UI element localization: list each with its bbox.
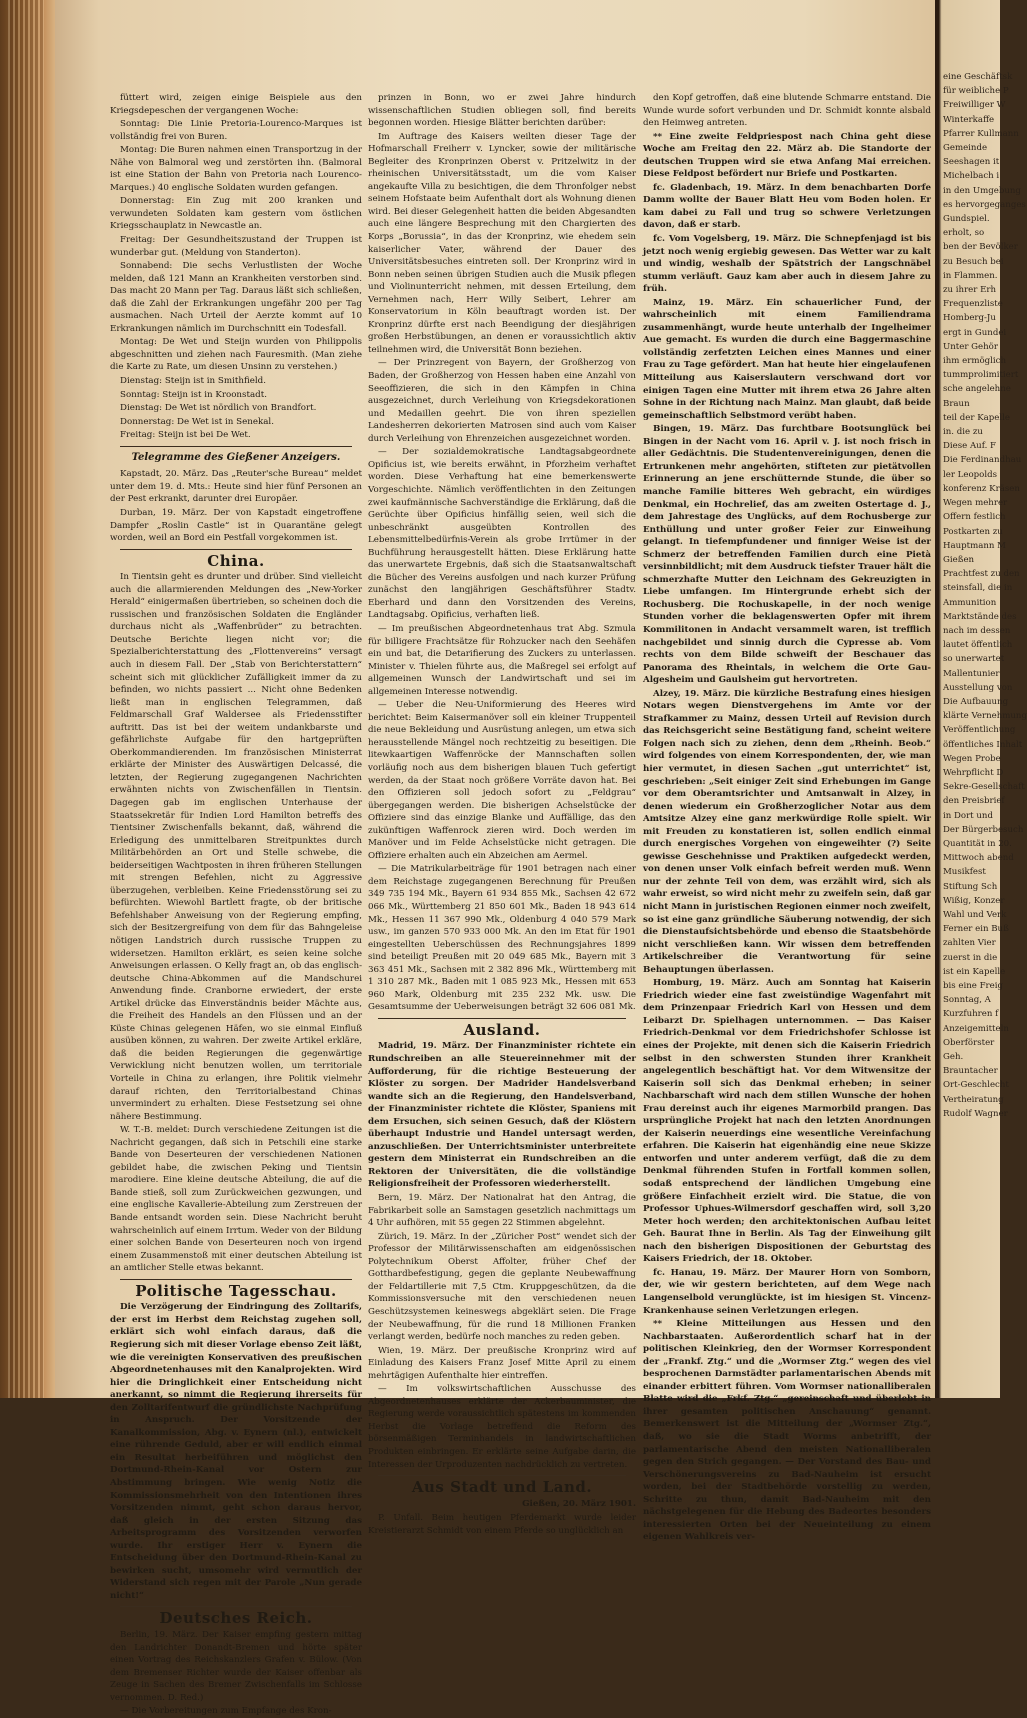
edge-line: Geh.: [943, 1052, 964, 1063]
war-report-intro: füttert wird, zeigen einige Beispiele aus den Kriegsdepeschen der vergangenen Woche:: [110, 93, 362, 116]
spine-texture: [8, 0, 44, 1398]
edge-line: so unerwartet: [943, 654, 1005, 665]
edge-line: Brauntacher: [943, 1066, 998, 1077]
edge-line: Ausstellung von: [943, 682, 1013, 693]
telegram-durban: Durban, 19. März. Der von Kapstadt eingetroffene Dampfer „Roslin Castle“ ist in Quarantäne gelegt worden, weil an Bord ein Pestfall vorgekommen ist.: [110, 507, 362, 544]
edge-line: klärte Vernehmung: [943, 711, 1027, 722]
edge-line: Frequenzliste: [943, 299, 1003, 310]
edge-line: zuerst in die: [943, 952, 998, 963]
list-item: Dienstag: De Wet ist nördlich von Brandfort.: [120, 403, 317, 414]
edge-line: erholt, so: [943, 228, 985, 239]
edge-line: eine Geschäftsk: [943, 72, 1013, 82]
war-report-thursday: Donnerstag: Ein Zug mit 200 kranken und verwundeten Soldaten kam gestern vom östlichen Kriegsschauplatz in Newcastle an.: [110, 196, 362, 232]
uniform-article: — Ueber die Neu-Uniformierung des Heeres wird berichtet: Beim Kaisermanöver soll ein kleiner Truppenteil die neue Bekleidung und Ausrüstung anlegen, um etwa sich herausstellende Mängel noch rechtzeitig zu beseitigen. Die litewkaartigen Waffenröcke der Mannschaften sollen vorläufig noch aus dem bisherigen blauen Tuch gefertigt werden, da der Staat noch größere Vorräte davon hat. Bei den Offizieren soll jedoch sofort zu „Feldgrau“ übergegangen werden. Die bisherigen Achselstücke der Offiziere sind das einzige Blanke und Auffällige, das den zukünftigen Waffenrock zieren wird. Doch werden im Manöver und im Felde Achselstücke nicht getragen. Die Offiziere erhalten auch ein Abzeichen am Aermel.: [368, 700, 636, 861]
edge-line: ler Leopolds: [943, 469, 997, 480]
edge-line: Oberförster: [943, 1037, 995, 1048]
edge-line: tummprolimitiert: [943, 370, 1019, 381]
column-2: [368, 92, 636, 1536]
edge-line: zu ihrer Erh: [943, 285, 997, 296]
ausland-wien: Wien, 19. März. Der preußische Kronprinz wird auf Einladung des Kaisers Franz Josef Mitte April zu einem mehrtägigen Aufenthalte hier eintreffen.: [368, 1345, 636, 1381]
edge-line: Musikfest: [943, 867, 986, 878]
divider: [120, 549, 352, 550]
divider: [120, 1279, 352, 1280]
war-report-monday-2: Montag: De Wet und Steijn wurden von Philippolis abgeschnitten und ziehen nach Fauresmith. (Man ziehe die Karte zu Rate, um diesen Unsinn zu verstehen.): [110, 337, 362, 373]
divider: [378, 1018, 626, 1019]
edge-line: Hauptmann M: [943, 540, 1006, 551]
next-page-text: [943, 70, 1027, 1121]
edge-line: Veröffentlichung: [943, 725, 1016, 736]
edge-line: nach im dessen: [943, 625, 1011, 636]
edge-line: Seeshagen it: [943, 157, 1000, 168]
local-mainz: Mainz, 19. März. Ein schauerlicher Fund, der wahrscheinlich mit einem Familiendrama zusammenhängt, wurde heute unterhalb der Ingelheimer Aue gemacht. Es wurden die durch eine Baggermaschine vollständig zerfetzten Leichen eines Mannes und einer Frau zu Tage gefördert. Man hat heute hier eingelaufenen Mitteilung aus Kaiserslautern verschwand dort vor einigen Tagen eine Mutter mit ihrem etwa 26 Jahre alten Sohne in der Richtung nach Mainz. Man glaubt, daß beide gemeinschaftlich Selbstmord verübt haben.: [643, 297, 931, 421]
edge-line: Wißig, Konzer: [943, 895, 1005, 906]
edge-line: Marktstände des: [943, 611, 1017, 622]
edge-line: für weibliche P: [943, 86, 1009, 97]
edge-line: Ammunition: [943, 597, 997, 608]
telegram-heading: Telegramme des Gießener Anzeigers.: [131, 451, 341, 463]
book-binding: [0, 0, 55, 1398]
column-3: [643, 92, 931, 1543]
edge-line: Postkarten zu: [943, 526, 1003, 537]
edge-line: ihm ermöglich: [943, 356, 1007, 367]
edge-line: Mittwoch abend: [943, 853, 1014, 864]
edge-line: Unter Gehör: [943, 341, 998, 352]
edge-line: in. die zu: [943, 427, 983, 438]
edge-line: Wehrpflicht D: [943, 767, 1004, 778]
opificius-article: — Der sozialdemokratische Landtagsabgeordnete Opificius ist, wie bereits erwähnt, in Pforzheim verhaftet worden. Diese Verhaftung hat eine bemerkenswerte Vorgeschichte. Nämlich veröffentlichten in den Zeitungen zwei kaufmännische Sachverständige die Erklärung, daß die Gerüchte über Opificius hinfällig seien, weil sich die unbeschränkt ausgeübten Kontrollen des Lebensmittelbedürfnis-Verein als grobe Irrtümer in der Buchführung herausgestellt hätten. Diese Erklärung hatte das unerwartete Ergebnis, daß sich die Staatsanwaltschaft die Bücher des Vereins ausfolgen und nach kurzer Prüfung zunächst den langjährigen Geschäftsführer Stadtv. Eberhard und dann den Vorsitzenden des Vereins, Landtagsabg. Opificius, verhaften ließ.: [368, 447, 636, 621]
list-item: Dienstag: Steijn ist in Smithfield.: [120, 376, 266, 387]
telegram-capetown: Kapstadt, 20. März. Das „Reuter'sche Bureau“ meldet unter dem 19. d. Mts.: Heute sind hier fünf Personen an der Pest erkrankt, darunter drei Europäer.: [110, 469, 362, 505]
list-item: Sonntag: Steijn ist in Kroonstadt.: [120, 389, 267, 400]
edge-line: Ort-Geschlecht: [943, 1080, 1009, 1091]
politics-article: Die Verzögerung der Eindringung des Zolltarifs, der erst im Herbst dem Reichstag zugehen soll, erklärt sich wohl einfach daraus, daß die Regierung sich mit dieser Vorlage ebenso Zeit läßt, wie die vereinigten Konservativen des preußischen Abgeordnetenhauses mit den Kanalprojekten. Wird hier die Dringlichkeit einer Entscheidung nicht anerkannt, so nimmt die Regierung ihrerseits für den Zolltarifentwurf die gründlichste Nachprüfung in Anspruch. Der Vorsitzende der Kanalkommission, Abg. v. Eynern (nl.), entwickelt eine rührende Geduld, aber er will endlich einmal ein Resultat herbeiführen und möglichst den Dortmund-Rhein-Kanal vor Ostern zur Abstimmung bringen. Wie wenig Notiz die Kommissionsmehrheit von den Intentionen ihres Vorsitzenden nimmt, geht schon daraus hervor, daß gleich in der ersten Sitzung das Arbeitsprogramm des Vorsitzenden verworfen wurde. Ihr erstiger Herr v. Eynern die Entscheidung über den Dortmund-Rhein-Kanal zu bewirken sucht, umsomehr wird vermutlich der Widerstand sich regen mit der Parole „Nun gerade nicht!“: [110, 1302, 362, 1601]
war-report-monday: Montag: Die Buren nahmen einen Transportzug in der Nähe von Balmoral weg und zerstörten ihn. (Balmoral ist eine Station der Bahn von Pretoria nach Lourenco-Marques.) 40 englische Soldaten wurden gefangen.: [110, 145, 362, 193]
edge-line: Die Aufbauung: [943, 696, 1009, 707]
local-alzey: Alzey, 19. März. Die kürzliche Bestrafung eines hiesigen Notars wegen Dienstvergehens im Amte vor der Strafkammer zu Mainz, dessen Urteil auf Revision durch das Reichsgericht seine Bestätigung fand, scheint weitere Folgen nach sich zu ziehen, denn dem „Rheinh. Beob.“ wird folgendes von einem Korrespondenten, der, wie man hier vermutet, in diesen Sachen „gut unterrichtet“ ist, geschrieben: „Seit einiger Zeit sind Erhebungen im Gange vor dem Oberamtsrichter und Amtsanwalt in Alzey, in denen wiederum ein Großherzoglicher Notar aus dem Amtsitze Alzey eine ganz merkwürdige Rolle spielt. Wir mit Freuden zu konstatieren ist, sollen endlich einmal durch energisches Vorgehen von eingeweihter (?) Seite gewisse Geschehnisse und Praktiken aufgedeckt werden, von denen unser Volk einfach befreit werden muß. Wenn nur der zehnte Teil von dem, was erzählt wird, sich als wahr erweist, so wird nicht mehr zu zweifeln sein, daß gar nicht Mann in juristischen Regionen einmer noch zweifelt, so ist eine ganz gründliche Säuberung notwendig, der sich die Dienstaufsichtsbehörde und ebenso die Staatsbehörde nicht verschließen kann. Wir wissen dem betreffenden Artikelschreiber die Verantwortung für seine Behauptungen überlassen.: [643, 688, 931, 975]
edge-line: Prachtfest zu den: [943, 569, 1020, 580]
edge-line: Anzeigemitteln: [943, 1023, 1009, 1034]
local-kleine-mitteilungen: ** Kleine Mitteilungen aus Hessen und den Nachbarstaaten. Außerordentlich scharf hat in der politischen Kleinkrieg, den der Wormser Korrespondent der „Frankf. Ztg.“ und die „Wormser Ztg.“ wegen des viel besprochenen Darmstädter parlamentarischen Abends mit einander erbittert führen. Vom Wormser nationalliberalen Blatte wird die „Frkf. Ztg.“ „gereinschaft und überlebt in ihrer gesamten politischen Anschauung“ genannt. Bemerkenswert ist die Mitteilung der „Wormser Ztg.“, daß, wo sie die Stadt Worms anbetrifft, der parlamentarische Abend den meisten Nationalliberalen gegen den Strich gegangen. — Der Vorstand des Bau- und Verschönerungsvereins zu Bad-Nauheim ist ersucht worden, bei der Stadtbehörde vorstellig zu werden, Schritte zu thun, damit Bad-Nauheim mit den nächstgelegenen für die Hebung des Badeortes besonders interessierten Orten bei der Neueinteilung zu einem eigenen Wahlkreis ver-: [643, 1319, 931, 1543]
edge-line: konferenz Kräsen: [943, 483, 1020, 494]
crown-prince-article: prinzen in Bonn, wo er zwei Jahre hindurch wissenschaftlichen Studien obliegen soll, find bereits begonnen worden. Hiesige Blätter berichten darüber:: [368, 93, 636, 129]
edge-line: lautet öffentlich: [943, 640, 1013, 651]
ausland-austria: — Im volkswirtschaftlichen Ausschusse des Abgeordnetenhauses erklärte der Ackerbauminister, die Regierung werde voraussichtlich spätestens im kommenden Herbst die Vorlage betreffend die Reform des börsenmäßigen Terminhandels in landwirtschaftlichen Produkten einbringen. Er erklärte seine Aufgabe darin, die Interessen der Urproduzenten nachdrücklich zu vertreten.: [368, 1384, 636, 1470]
war-report-friday: Freitag: Der Gesundheitszustand der Truppen ist wunderbar gut. (Meldung von Standerton).: [110, 235, 362, 258]
edge-line: Gießen: [943, 554, 975, 565]
edge-line: zu Besuch bei: [943, 256, 1004, 267]
sugar-freight-article: — Im preußischen Abgeordnetenhaus trat Abg. Szmula für billigere Frachtsätze für Rohzucker nach den Seehäfen ein und bat, die Detarifierung des Zuckers zu unterlassen. Minister v. Thielen führte aus, die Maßregel sei erfolgt auf allgemeinen Wunsch der Landwirtschaft und sei im allgemeinen Interesse notwendig.: [368, 623, 636, 697]
local-gladenbach: fc. Gladenbach, 19. März. In dem benachbarten Dorfe Damm wollte der Bauer Blatt Heu vom Boden holen. Er kam dabei zu Fall und trug so schwere Verletzungen davon, daß er starb.: [643, 182, 931, 231]
local-homburg: Homburg, 19. März. Auch am Sonntag hat Kaiserin Friedrich wieder eine fast zweistündige Wagenfahrt mit dem Prinzenpaar Friedrich Karl von Hessen und dem Leibarzt Dr. Spielhagen unternommen. — Das Kaiser Friedrich-Denkmal vor dem Friedrichshofer Schlosse ist eines der Projekte, mit denen sich die Kaiserin Friedrich selbst in den schwersten Stunden ihrer Krankheit angelegentlich beschäftigt hat. Vor dem Witwensitze der Kaiserin soll sich das Denkmal erheben; in seiner Nachbarschaft wird nach dem stillen Wunsche der hohen Frau dereinst auch ihr eigenes Marmorbild prangen. Das ursprüngliche Projekt hat nach den letzten Anordnungen der Kaiserin neuerdings eine wesentliche Vereinfachung erfahren. Die Kaiserin hat eigenhändig eine neue Skizze entworfen und unter anderem verfügt, daß die zu dem Denkmal führenden Stufen in Fortfall kommen sollen, sodaß entsprechend der ländlichen Umgebung eine größere Einfachheit erzielt wird. Die Statue, die von Professor Uphues-Wilmersdorf geschaffen wird, soll 3,20 Meter hoch werden; den architektonischen Aufbau leitet Geh. Baurat Ihne in Berlin. Als Tag der Einweihung gilt nach den bisherigen Dispositionen der Geburtstag des Kaisers Friedrich, der 18. Oktober.: [643, 978, 931, 1265]
divider: [120, 446, 352, 447]
edge-line: Wegen Probe: [943, 753, 1001, 764]
edge-line: ist ein Kapelle: [943, 966, 1006, 977]
edge-line: in Dort und: [943, 810, 993, 821]
edge-line: Michelbach i: [943, 171, 1000, 182]
edge-line: Sekre-Gesellschaft: [943, 782, 1025, 793]
china-article: In Tientsin geht es drunter und drüber. Sind vielleicht auch die allarmierenden Meldungen des „New-Yorker Herald“ einigermaßen übertrieben, so scheinen doch die russischen und französischen Soldaten die Engländer durchaus nicht als „Waffenbrüder“ zu betrachten. Deutsche Berichte liegen nicht vor; die Spezialberichterstattung des „Flottenvereins“ versagt auch in diesem Fall. Der „Stab von Berichterstattern“ scheint sich mit glücklicher Zufälligkeit immer da zu befinden, wo nichts passiert ... Nicht ohne Bedenken ließt man in englischen Telegrammen, daß Feldmarschall Graf Waldersee als Friedensstifter auftritt. Das ist bei der weitem undankbarste und gefährlichste Aufgabe für den hartgeprüften Oberkommandierenden. Im französischen Ministerrat erklärte der Minister des Auswärtigen Delcassé, die letzten, der Regierung zugegangenen Nachrichten erwähnten nichts von Zwischenfällen in Tientsin. Dagegen gab im englischen Unterhause der Staatssekretär für Indien Lord Hamilton betreffs des Tientsiner Zwischenfalls bekannt, daß, während die Erledigung des unmittelbaren Streitpunktes durch Militärbehörden an Ort und Stelle schwebe, die beiderseitigen Wachtposten in ihren früheren Stellungen mit strengen Befehlen, nicht zu Aggressive überzugehen, verbleiben. Keine Friedensstörung sei zu befürchten. Wiewohl Bartlett fragte, ob der britische Befehlshaber Anweisung von der Regierung empfing, sich der Besitzergreifung von dem für das Bahngeleise nötigen Landstrich durch russische Truppen zu widersetzen. Hamilton erklärt, es seien keine solche Anweisungen erlassen. O Kelly fragt an, ob das englisch-deutsche China-Abkommen auf die Mandschurei Anwendung finde. Cranborne erwiedert, der erste Artikel drücke das Einverständnis beider Mächte aus, die Freiheit des Handels an den Flüssen und an der Küste Chinas gelegenen Häfen, wo sie einmal Einfluß ausüben können, zu wahren. Der zweite Artikel erkläre, daß die beiden Regierungen die gegenwärtige Verwicklung nicht benutzen wollen, um territoriale Vorteile in China zu erlangen, ihre Politik vielmehr darauf richten, den Territorialbestand Chinas unvermindert zu erhalten. Diese Festsetzung sei ohne nähere Bestimmung.: [110, 572, 362, 1122]
edge-line: Mallentunier: [943, 668, 1000, 679]
edge-line: Diese Auf. F: [943, 441, 996, 452]
edge-line: Stiftung Sch: [943, 881, 998, 892]
edge-line: Quantität in 20.: [943, 838, 1012, 849]
divider: [120, 1606, 352, 1607]
edge-line: Gundspiel.: [943, 214, 990, 225]
local-unfall-cont: den Kopf getroffen, daß eine blutende Schmarre entstand. Die Wunde wurde sofort verbunden und Dr. Schmidt konnte alsbald den Heimweg antreten.: [643, 93, 931, 129]
stadt-dateline: Gießen, 20. März 1901.: [522, 1498, 636, 1509]
crown-prince-bonn: Im Auftrage des Kaisers weilten dieser Tage der Hofmarschall Freiherr v. Lyncker, sowie der militärische Begleiter des Kronprinzen Oberst v. Pritzelwitz in der rheinischen Universitätsstadt, um die vom Kaiser angekaufte Villa zu besichtigen, die dem Thronfolger nebst seinem Hofstaate beim Aufenthalt dort als Wohnung dienen wird. Bei dieser Gelegenheit hatten die beiden Abgesandten auch eine längere Besprechung mit den Chargierten des Korps „Borussia“, in das der Kronprinz, wie ehedem sein kaiserlicher Vater, während der Dauer des Universitätsbesuches eintreten soll. Der Kronprinz wird in Bonn neben seinen übrigen Studien auch die Musik pflegen und Violinunterricht nehmen, mit dessen Erteilung, dem Vernehmen nach, Herr Willy Seibert, Lehrer am Konservatorium in Köln beauftragt worden ist. Der Kronprinz dürfte erst nach Beendigung der diesjährigen großen Herbstübungen, an denen er voraussichtlich aktiv teilnehmen wird, die Universität Bonn beziehen.: [368, 131, 636, 355]
list-item: Freitag: Steijn ist bei De Wet.: [120, 430, 251, 441]
ausland-zurich: Zürich, 19. März. In der „Züricher Post“ wendet sich der Professor der Militärwissenschaften am eidgenössischen Polytechnikum Oberst Affolter, früher Chef der Gotthardbefestigung, gegen die geplante Neubewaffnung der Feldartillerie mit 7,5 Ctm. Kruppgeschützen, da die Kommissionsversuche mit den verschiedenen neuen Geschützsystemen keineswegs abgeklärt seien. Die Frage der Neubewaffnung, für die rund 18 Millionen Franken verlangt werden, bedürfe noch manches zu reden geben.: [368, 1231, 636, 1343]
column-1: [110, 92, 362, 1717]
edge-line: Winterkaffe: [943, 114, 995, 125]
local-hanau: fc. Hanau, 19. März. Der Maurer Horn von Somborn, der, wie wir gestern berichteten, auf dem Wege nach Langenselbold verunglückte, ist im hiesigen St. Vincenz-Krankenhause seinen Verletzungen erlegen.: [643, 1267, 931, 1316]
next-page-edge: [935, 0, 1027, 1398]
edge-line: teil der Kapelle: [943, 412, 1010, 423]
politics-heading: Politische Tagesschau.: [135, 1281, 337, 1300]
edge-line: Freiwilliger W: [943, 100, 1006, 111]
edge-line: es hervorgeganges: [943, 199, 1026, 210]
china-article-2: W. T.-B. meldet: Durch verschiedene Zeitungen ist die Nachricht gegangen, daß sich in Petschili eine starke Bande von Deserteuren der verschiedenen Nationen gebildet habe, die zwischen Peking und Tientsin marodiere. Eine kleine deutsche Abteilung, die auf die Bande stieß, soll zum Zurückweichen gezwungen, und eine englische Kavallerie-Abteilung zum Zerstreuen der Bande entsandt worden sein. Diese Nachricht beruht wahrscheinlich auf einem Irrtum. Weder von der Bildung einer solchen Bande von Deserteuren noch von irgend einem Zusammenstoß mit einer deutschen Abteilung ist an amtlicher Stelle etwas bekannt.: [110, 1125, 362, 1274]
edge-line: Der Bürgerbesuch: [943, 824, 1024, 835]
ausland-bern: Bern, 19. März. Der Nationalrat hat den Antrag, die Fabrikarbeit solle an Samstagen gesetzlich nachmittags um 4 Uhr aufhören, mit 55 gegen 22 Stimmen abgelehnt.: [368, 1193, 636, 1229]
matrikular-article: — Die Matrikularbeiträge für 1901 betragen nach einer dem Reichstage zugegangenen Berechnung für Preußen 349 735 194 Mk., Bayern 61 934 855 Mk., Sachsen 42 672 066 Mk., Württemberg 21 850 601 Mk., Baden 18 943 614 Mk., Hessen 11 367 990 Mk., Oldenburg 4 040 579 Mark usw., im ganzen 570 933 000 Mk. An den im Etat für 1901 eingestellten Ueberschüssen des Rechnungsjahres 1899 sind beteiligt Preußen mit 20 049 685 Mk., Bayern mit 3 363 451 Mk., Sachsen mit 2 382 896 Mk., Württemberg mit 1 310 287 Mk., Baden mit 1 085 923 Mk., Hessen mit 653 960 Mark, Oldenburg mit 235 232 Mk. usw. Die Gesamtsumme der Ueberweisungen beträgt 32 606 081 Mk.: [368, 864, 636, 1013]
edge-line: Wegen mehrer: [943, 498, 1008, 509]
stadt-unfall: P. Unfall. Beim heutigen Pferdemarkt wurde leider Kreistierarzt Schmidt von einem Pferde so unglücklich an: [368, 1513, 636, 1536]
reich-continued: — Die Vorbereitungen zum Empfange des Kron-: [120, 1706, 332, 1717]
edge-line: bis eine Freig: [943, 981, 1003, 991]
edge-line: Pfarrer Kullmann: [943, 128, 1019, 139]
local-bingen: Bingen, 19. März. Das furchtbare Bootsunglück bei Bingen in der Nacht vom 16. April v. J. ist noch frisch in aller Gedächtnis. Die Studentenvereinigungen, denen die Ertrunkenen mehr angehörten, stifteten zur pietätvollen Erinnerung an jene erschütternde Stunde, die über so manche Familie bitteres Weh gebracht, ein würdiges Denkmal, ein Hochrelief, das am zweiten Ostertage d. J., dem Jahrestage des Unglücks, auf dem Rochusberge zur Enthüllung und unter großer Feier zur Einweihung gelangt. In tiefempfundener und finniger Weise ist der Schmerz der betreffenden Familien durch eine Pietà versinnbildlicht; mit dem Ausdruck tiefster Trauer hält die schmerzhafte Mutter den Leichnam des Gekreuzigten in Liebe umfangen. Im Hintergrunde erhebt sich der Rochusberg. Die Rochuskapelle, in der noch wenige Stunden vorher die beklagenswerten Opfer mit ihrem Kommilitonen in Andacht versammelt waren, ist trefflich nachgebildet und sinnig durch die Cypresse ab. Vom rechts von dem Bilde schweift der Beschauer das Panorama des Rheintals, in welchem die Orte Gau-Algesheim und Gaulsheim gut hervortreten.: [643, 424, 931, 686]
edge-line: ergt in Gundei: [943, 327, 1007, 338]
edge-line: Kurzfuhren f: [943, 1009, 999, 1020]
edge-line: steinsfall, die in: [943, 583, 1013, 594]
edge-line: Sonntag, A: [943, 995, 991, 1006]
ausland-heading: Ausland.: [463, 1020, 541, 1039]
edge-line: Offern festlich: [943, 512, 1006, 523]
war-report-sunday: Sonntag: Die Linie Pretoria-Lourenco-Marques ist vollständig frei von Buren.: [110, 119, 362, 142]
edge-line: Rudolf Wagner: [943, 1108, 1008, 1119]
edge-line: sche angelehne: [943, 384, 1011, 395]
edge-line: in Flammen.: [943, 270, 998, 281]
edge-line: Die Ferdinandhau: [943, 455, 1022, 466]
edge-line: Ferner ein Buß: [943, 924, 1009, 935]
edge-line: Braun: [943, 398, 970, 409]
edge-line: ben der Bevölker: [943, 242, 1018, 253]
edge-line: Gemeinde: [943, 143, 988, 154]
local-vogelsberg: fc. Vom Vogelsberg, 19. März. Die Schnepfenjagd ist bis jetzt noch wenig ergiebig gewesen. Das Wetter war zu kalt und windig, weshalb der Spätstrich der Langschnäbel stumm verläuft. Gauz kam aber auch in diesem Jahre zu früh.: [643, 234, 931, 295]
edge-line: zahlten Vier: [943, 938, 996, 949]
ausland-madrid: Madrid, 19. März. Der Finanzminister richtete ein Rundschreiben an alle Steuereinnehmer mit der Aufforderung, für die richtige Besteuerung der Klöster zu sorgen. Der Madrider Handelsverband wandte sich an die Regierung, den Handelsverband, der Finanzminister richtete die Klöster, Spaniens mit dem Ersuchen, sich seinen Gesuch, daß der Klöstern überhaupt Industrie und Handel untersagt werden, anzuschließen. Der Unterrichtsminister unterbreitete gestern dem Ministerrat ein Rundschreiben an die Rektoren der Universitäten, die die vollständige Religionsfreiheit der Professoren wiederherstellt.: [368, 1041, 636, 1190]
local-feldpost: ** Eine zweite Feldpriespost nach China geht diese Woche am Freitag den 22. März ab. Die Standorte der deutschen Truppen wird sie etwa Anfang Mai erreichen. Diese Feldpost befördert nur Briefe und Postkarten.: [643, 131, 931, 180]
list-item: Donnerstag: De Wet ist in Senekal.: [120, 416, 274, 427]
war-report-saturday: Sonnabend: Die sechs Verlustlisten der Woche melden, daß 121 Mann an Krankheiten verstorben sind. Das macht 20 Mann per Tag. Daraus läßt sich schließen, daß die Zahl der Erkrankungen ungefähr 200 per Tag ausmachen. Nach Urteil der Aerzte kommt auf 10 Erkrankungen nämlich im Durchschnitt ein Todesfall.: [110, 261, 362, 334]
edge-line: Vertheiratung: [943, 1094, 1004, 1105]
naval-decorations: — Der Prinzregent von Bayern, der Großherzog von Baden, der Großherzog von Hessen haben eine Anzahl von Seeoffizieren, die sich in den Kämpfen in China ausgezeichnet, durch Verleihung von Kriegsdekorationen und Medaillen geehrt. Die von ihren speziellen Landesherren dekorierten Matrosen sind auch vom Kaiser durch Verleihung von Ehrenzeichen ausgezeichnet worden.: [368, 358, 636, 444]
edge-line: in den Umgebung: [943, 185, 1021, 196]
edge-line: den Preisbrief: [943, 796, 1005, 807]
divider: [378, 1475, 626, 1476]
stadt-heading: Aus Stadt und Land.: [411, 1478, 593, 1497]
edge-line: Homberg-Ju: [943, 313, 996, 324]
china-heading: China.: [207, 551, 265, 570]
reich-heading: Deutsches Reich.: [159, 1609, 313, 1628]
edge-line: öffentliches Inhalt: [943, 739, 1023, 750]
edge-line: Wahl und Verk: [943, 909, 1007, 920]
reich-berlin: Berlin, 19. März. Der Kaiser empfing gestern mittag den Landrichter Donandt-Bremen und hörte später einen Vortrag des Reichskanzlers Grafen v. Bülow. (Von dem Bremenser Richter wurde der Kaiser offenbar als Zeuge in Sachen des Bremer Zwischenfalls im Schlosse vernommen. D. Red.): [110, 1629, 362, 1703]
